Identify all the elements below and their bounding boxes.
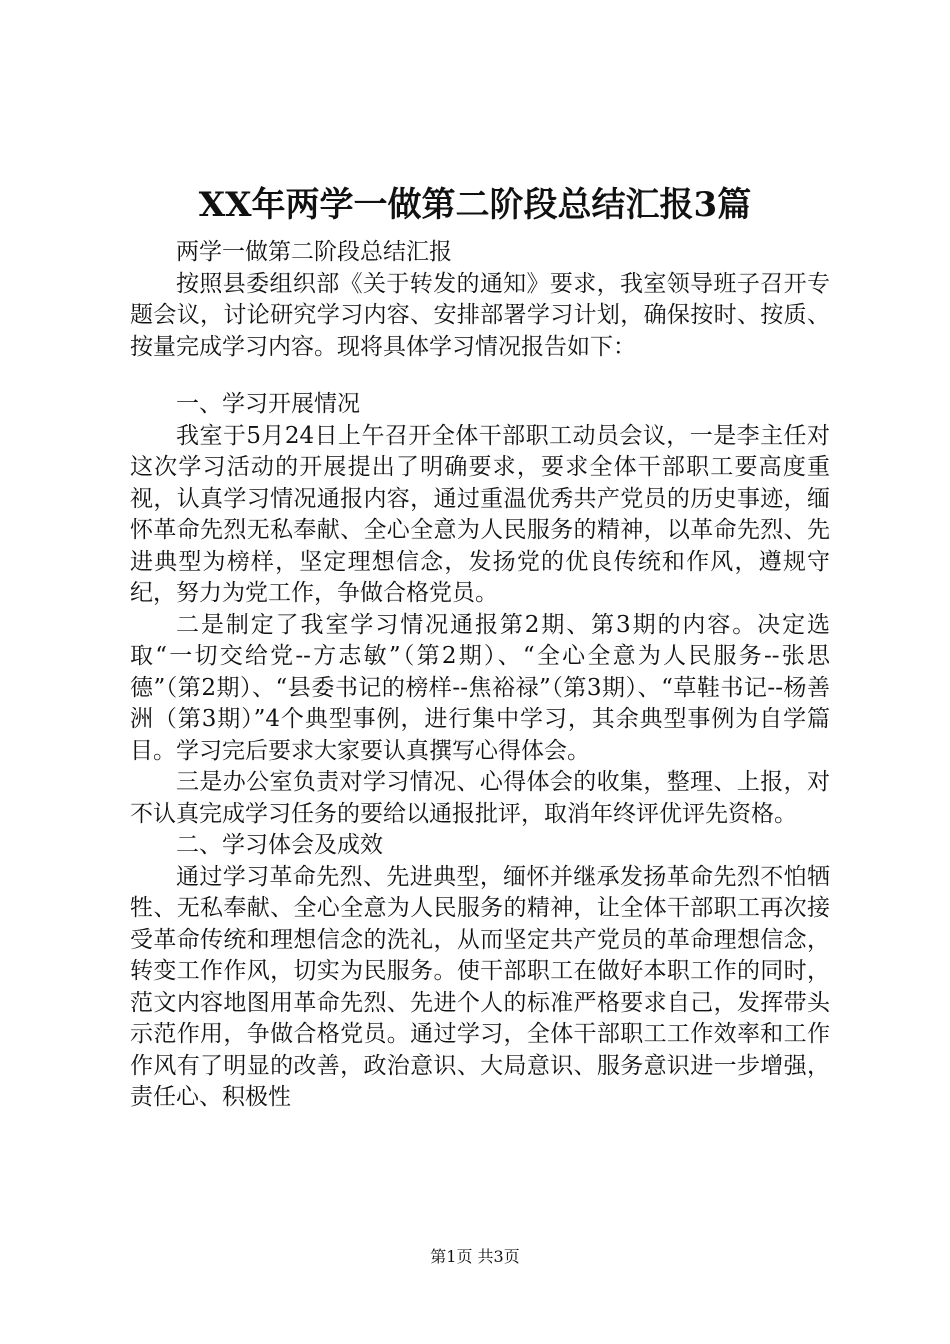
body-paragraph: 二是制定了我室学习情况通报第2期、第3期的内容。决定选取“一切交给党--方志敏”（第2期）、“全心全意为人民服务--张思德”（第2期）、“县委书记的榜样--焦裕禄”（第3期）、“草鞋书记--杨善洲（第3期）”4个典型事例，进行集中学习，其余典型事例为自学篇目。学习完后要求大家要认真撰写心得体会。 [130,611,830,764]
section-heading-1: 一、学习开展情况 [176,391,360,417]
document-body [130,237,830,1114]
body-paragraph: 我室于5月24日上午召开全体干部职工动员会议，一是李主任对这次学习活动的开展提出了明确要求，要求全体干部职工要高度重视，认真学习情况通报内容，通过重温优秀共产党员的历史事迹，缅怀革命先烈无私奉献、全心全意为人民服务的精神，以革命先烈、先进典型为榜样，坚定理想信念，发扬党的优良传统和作风，遵规守纪，努力为党工作，争做合格党员。 [130,422,830,606]
intro-paragraph: 按照县委组织部《关于转发的通知》要求，我室领导班子召开专题会议，讨论研究学习内容、安排部署学习计划，确保按时、按质、按量完成学习内容。现将具体学习情况报告如下： [130,270,830,360]
section-heading-2: 二、学习体会及成效 [176,832,383,858]
document-title: XX年两学一做第二阶段总结汇报3篇 [198,185,752,225]
subtitle-paragraph: 两学一做第二阶段总结汇报 [176,239,452,265]
page-footer: 第1页 共3页 [430,1247,520,1266]
body-paragraph: 三是办公室负责对学习情况、心得体会的收集，整理、上报，对不认真完成学习任务的要给以通报批评，取消年终评优评先资格。 [130,769,830,827]
body-paragraph: 通过学习革命先烈、先进典型，缅怀并继承发扬革命先烈不怕牺牲、无私奉献、全心全意为人民服务的精神，让全体干部职工再次接受革命传统和理想信念的洗礼，从而坚定共产党员的革命理想信念，转变工作作风，切实为民服务。使干部职工在做好本职工作的同时，范文内容地图用革命先烈、先进个人的标准严格要求自己，发挥带头示范作用，争做合格党员。通过学习，全体干部职工工作效率和工作作风有了明显的改善，政治意识、大局意识、服务意识进一步增强，责任心、积极性 [130,863,830,1110]
